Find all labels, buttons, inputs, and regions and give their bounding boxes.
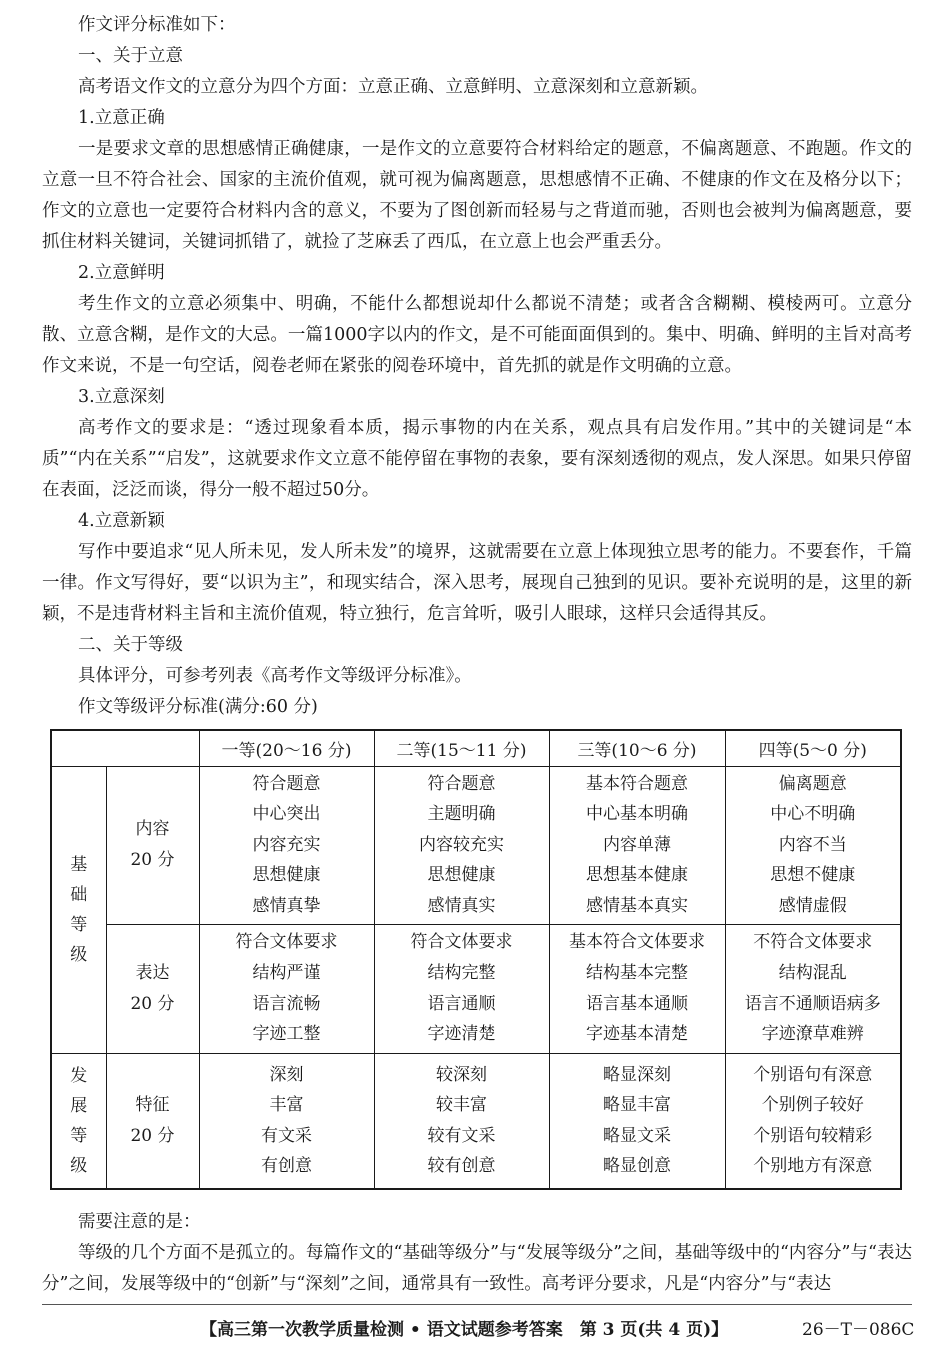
section1-overview: 高考语文作文的立意分为四个方面：立意正确、立意鲜明、立意深刻和立意新颖。	[78, 77, 708, 97]
item4-title: 4.立意新颖	[78, 511, 165, 531]
section1-heading: 一、关于立意	[78, 46, 183, 66]
answer-page	[42, 10, 912, 723]
table-cell: 基本符合题意 中心基本明确 内容单薄 思想基本健康 感情基本真实	[549, 766, 725, 924]
row-label-content: 内容 20 分	[106, 766, 199, 924]
section2-heading: 二、关于等级	[78, 635, 183, 655]
page-footer	[0, 1311, 950, 1343]
table-cell: 不符合文体要求 结构混乱 语言不通顺语病多 字迹潦草难辨	[725, 924, 901, 1053]
item1-body: 一是要求文章的思想感情正确健康，一是作文的立意要符合材料给定的题意，不偏离题意、不跑题。作文的立意一旦不符合社会、国家的主流价值观，就可视为偏离题意，思想感情不正确、不健康的作文在及格分以下；作文的立意也一定要符合材料内含的意义，不要为了图创新而轻易与之背道而驰，否则也会被判为偏离题意，要抓住材料关键词，关键词抓错了，就捡了芝麻丢了西瓜，在立意上也会严重丢分。	[42, 139, 912, 252]
corner-cell	[51, 730, 199, 766]
table-cell: 基本符合文体要求 结构基本完整 语言基本通顺 字迹基本清楚	[549, 924, 725, 1053]
table-cell: 个别语句有深意 个别例子较好 个别语句较精彩 个别地方有深意	[725, 1053, 901, 1189]
table-cell: 较深刻 较丰富 较有文采 较有创意	[374, 1053, 549, 1189]
table-cell: 符合题意 中心突出 内容充实 思想健康 感情真挚	[199, 766, 374, 924]
group-label-basic: 基 础 等 级	[51, 766, 106, 1053]
item2-body: 考生作文的立意必须集中、明确，不能什么都想说却什么都说不清楚；或者含含糊糊、模棱两可。立意分散、立意含糊，是作文的大忌。一篇1000字以内的作文，是不可能面面俱到的。集中、明确、鲜明的主旨对高考作文来说，不是一句空话，阅卷老师在紧张的阅卷环境中，首先抓的就是作文明确的立意。	[42, 294, 912, 376]
row-label-expression: 表达 20 分	[106, 924, 199, 1053]
footer-code: 26－T－086C	[802, 1320, 915, 1340]
table-cell: 符合文体要求 结构严谨 语言流畅 字迹工整	[199, 924, 374, 1053]
item4-body: 写作中要追求“见人所未见，发人所未发”的境界，这就需要在立意上体现独立思考的能力。不要套作，千篇一律。作文写得好，要“以识为主”，和现实结合，深入思考，展现自己独到的见识。要补充说明的是，这里的新颖，不是违背材料主旨和主流价值观，特立独行，危言耸听，吸引人眼球，这样只会适得其反。	[42, 542, 912, 624]
table-header-row	[51, 730, 901, 766]
notes-heading: 需要注意的是：	[78, 1212, 201, 1232]
item1-title: 1.立意正确	[78, 108, 165, 128]
item3-body: 高考作文的要求是：“透过现象看本质，揭示事物的内在关系，观点具有启发作用。”其中的关键词是“本质”“内在关系”“启发”，这就要求作文立意不能停留在事物的表象，要有深刻透彻的观点，发人深思。如果只停留在表面，泛泛而谈，得分一般不超过50分。	[42, 418, 912, 500]
section2-line1: 具体评分，可参考列表《高考作文等级评分标准》。	[78, 666, 472, 686]
table-row	[51, 766, 901, 924]
notes-section	[42, 1207, 912, 1300]
intro-text: 作文评分标准如下：	[78, 15, 236, 35]
grade-header-1: 一等(20～16 分)	[199, 730, 374, 766]
row-label-feature: 特征 20 分	[106, 1053, 199, 1189]
footer-divider	[42, 1304, 912, 1305]
table-row	[51, 924, 901, 1053]
table-cell: 符合文体要求 结构完整 语言通顺 字迹清楚	[374, 924, 549, 1053]
table-cell: 略显深刻 略显丰富 略显文采 略显创意	[549, 1053, 725, 1189]
item3-title: 3.立意深刻	[78, 387, 165, 407]
grade-header-4: 四等(5～0 分)	[725, 730, 901, 766]
table-title: 作文等级评分标准(满分:60 分)	[78, 697, 318, 717]
table-cell: 偏离题意 中心不明确 内容不当 思想不健康 感情虚假	[725, 766, 901, 924]
table-cell: 符合题意 主题明确 内容较充实 思想健康 感情真实	[374, 766, 549, 924]
grade-header-3: 三等(10～6 分)	[549, 730, 725, 766]
grade-header-2: 二等(15～11 分)	[374, 730, 549, 766]
table-cell: 深刻 丰富 有文采 有创意	[199, 1053, 374, 1189]
grading-table	[50, 729, 902, 1190]
footer-title: 【高三第一次教学质量检测 • 语文试题参考答案 第 3 页(共 4 页)】	[200, 1320, 729, 1340]
group-label-development: 发 展 等 级	[51, 1053, 106, 1189]
notes-body: 等级的几个方面不是孤立的。每篇作文的“基础等级分”与“发展等级分”之间，基础等级中的“内容分”与“表达分”之间，发展等级中的“创新”与“深刻”之间，通常具有一致性。高考评分要求，凡是“内容分”与“表达	[42, 1243, 912, 1294]
item2-title: 2.立意鲜明	[78, 263, 165, 283]
table-row	[51, 1053, 901, 1189]
